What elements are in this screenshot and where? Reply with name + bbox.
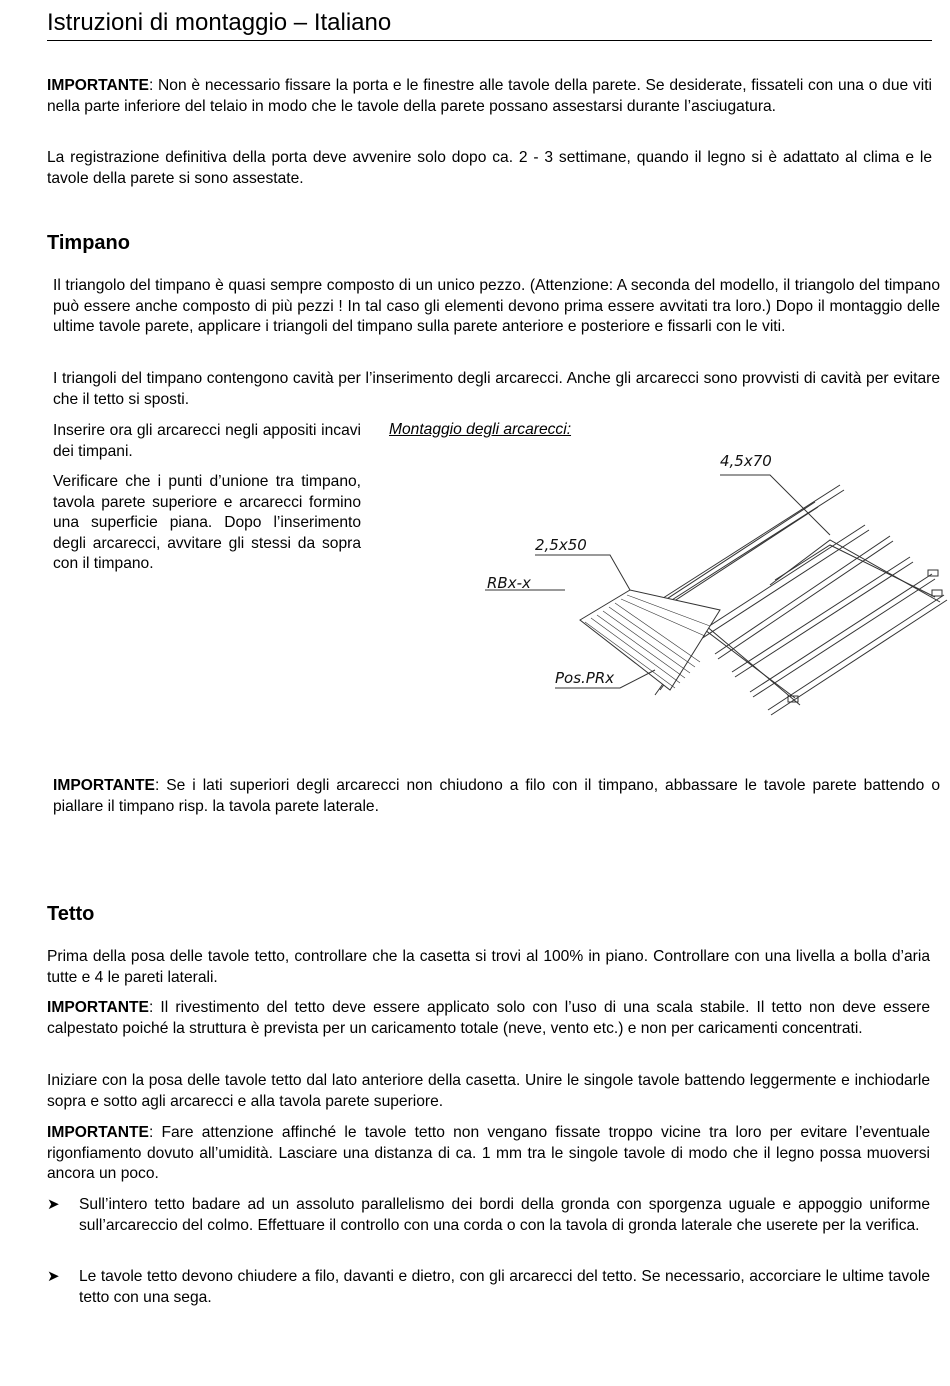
header-divider bbox=[47, 40, 932, 41]
label-screw-large: 4,5x70 bbox=[720, 452, 772, 470]
section-heading-tetto: Tetto bbox=[47, 903, 95, 925]
page-header-title: Istruzioni di montaggio – Italiano bbox=[47, 9, 392, 36]
intro-paragraph: La registrazione definitiva della porta deve avvenire solo dopo ca. 2 - 3 settimane, quando il legno si è adattato al clima e le tavole della parete si sono assestate. bbox=[47, 149, 932, 187]
important-label: IMPORTANTE bbox=[47, 77, 149, 94]
important-label: IMPORTANTE bbox=[53, 777, 155, 794]
label-screw-small: 2,5x50 bbox=[535, 536, 587, 554]
important-text: : Il rivestimento del tetto deve essere applicato solo con l’uso di una scala stabile. Il tetto non deve essere calpestato poiché la struttura è prevista per un caricamento totale (neve, vento etc.) e non per caricamenti concentrati. bbox=[47, 999, 930, 1037]
intro-important-paragraph bbox=[47, 76, 932, 117]
leader-screw-small bbox=[535, 555, 630, 590]
important-text: : Fare attenzione affinché le tavole tetto non vengano fissate troppo vicine tra loro per evitare l’eventuale rigonfiamento dovuto all’umidità. Lasciare una distanza di ca. 1 mm tra le singole tavole di modo che il legno possa muoversi ancora un poco. bbox=[47, 1124, 930, 1183]
label-board: RBx-x bbox=[487, 574, 531, 592]
figure-caption: Montaggio degli arcarecci: bbox=[389, 421, 572, 438]
timpano-important-paragraph bbox=[53, 776, 940, 817]
arrowhead-bullet-icon: ➤ bbox=[47, 1268, 60, 1285]
arrowhead-bullet-icon: ➤ bbox=[47, 1196, 60, 1213]
important-label: IMPORTANTE bbox=[47, 999, 149, 1016]
tetto-important-paragraph-1 bbox=[47, 998, 930, 1039]
tetto-paragraph-1: Prima della posa delle tavole tetto, controllare che la casetta si trovi al 100% in piano. Controllare con una livella a bolla d’aria tutte e 4 le pareti laterali. bbox=[47, 948, 930, 986]
section-heading-timpano: Timpano bbox=[47, 232, 130, 254]
purlin-2 bbox=[732, 557, 910, 672]
timpano-paragraph-2: I triangoli del timpano contengono cavità per l’inserimento degli arcarecci. Anche gli arcarecci sono provvisti di cavità per evitare che il tetto si sposti. bbox=[53, 370, 940, 408]
purlin-4 bbox=[768, 595, 944, 710]
label-position: Pos.PRx bbox=[555, 669, 615, 687]
tetto-paragraph-2: Iniziare con la posa delle tavole tetto dal lato anteriore della casetta. Unire le singole tavole battendo leggermente e inchiodarle sopra e sotto agli arcarecci e alla tavola parete superiore. bbox=[47, 1072, 930, 1110]
important-text: : Non è necessario fissare la porta e le finestre alle tavole della parete. Se desiderate, fissateli con una o due viti nella parte inferiore del telaio in modo che le tavole della parete possano assestarsi durante l’asciugatura. bbox=[47, 77, 932, 115]
tetto-bullet-1: Sull’intero tetto badare ad un assoluto parallelismo dei bordi della gronda con sporgenza uguale e appoggio uniforme sull’arcareccio del colmo. Effettuare il controllo con una corda o con la tavola di gronda laterale che userete per la verifica. bbox=[79, 1196, 930, 1234]
timpano-paragraph-3: Inserire ora gli arcarecci negli appositi incavi dei timpani. bbox=[53, 422, 361, 460]
tetto-important-paragraph-2 bbox=[47, 1123, 930, 1185]
purlin-assembly-drawing bbox=[470, 440, 950, 730]
timpano-paragraph-4: Verificare che i punti d’unione tra timpano, tavola parete superiore e arcarecci formino una superficie piana. Dopo l’inserimento degli arcarecci, avvitare gli stessi da sopra con il timpano. bbox=[53, 473, 361, 573]
timpano-paragraph-1: Il triangolo del timpano è quasi sempre composto di un unico pezzo. (Attenzione: A seconda del modello, il triangolo del timpano può essere anche composto di più pezzi ! In tal caso gli elementi devono prima essere avvitati tra loro.) Dopo il montaggio delle ultime tavole parete, applicare i triangoli del timpano sulla parete anteriore e posteriore e fissarli con le viti. bbox=[53, 277, 940, 336]
tetto-bullet-2: Le tavole tetto devono chiudere a filo, davanti e dietro, con gli arcarecci del tetto. Se necessario, accorciare le ultime tavole tetto con una sega. bbox=[79, 1268, 930, 1306]
purlin-1 bbox=[715, 536, 890, 654]
important-text: : Se i lati superiori degli arcarecci non chiudono a filo con il timpano, abbassare le tavole parete battendo o piallare il timpano risp. la tavola parete laterale. bbox=[53, 777, 940, 815]
important-label: IMPORTANTE bbox=[47, 1124, 149, 1141]
purlin-3 bbox=[750, 574, 932, 692]
